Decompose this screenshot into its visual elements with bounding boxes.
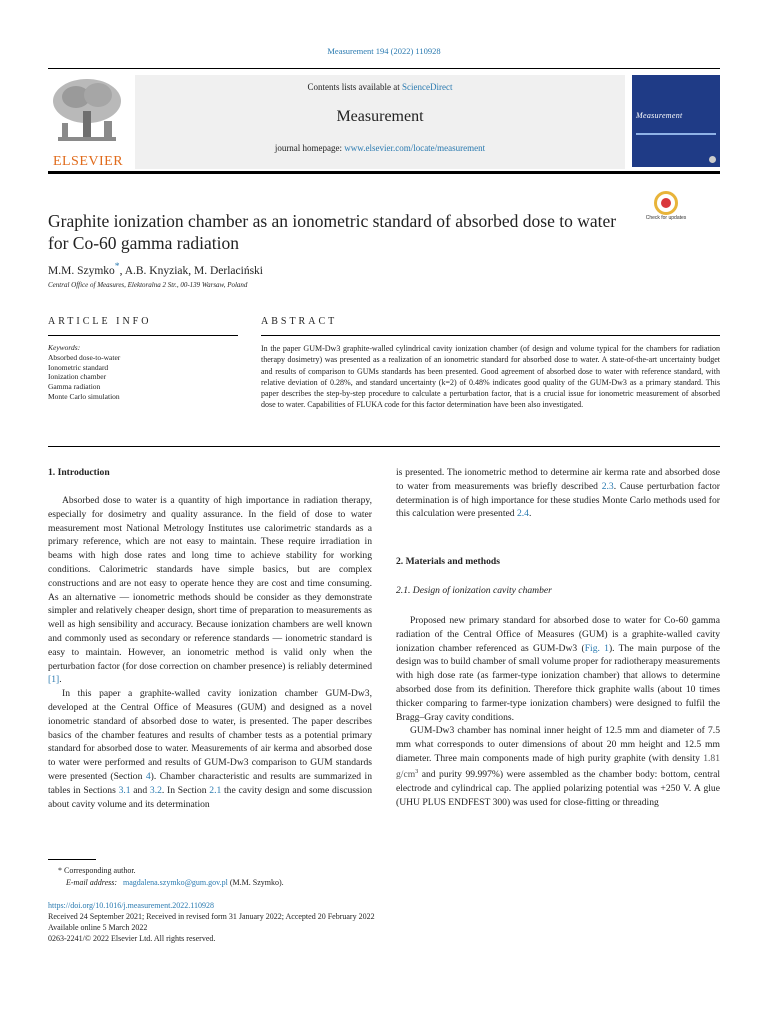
contents-line [135, 82, 625, 92]
density-exponent: 3 [415, 768, 419, 775]
paragraph-text: In this paper a graphite-walled cavity ionization chamber GUM-Dw3, developed at the Central Office of Measures (GUM) and designed as a novel ionometric standard of absorbed dose to water, is presented. The paper describes basics of the chamber features and results of chamber tests as a potential primary standard for absorbed dose to water. Measurements of air kerma and absorbed dose to water were performed and results of GUM-Dw3 comparison to GUM standards were presented (Section [48, 688, 372, 782]
abstract-text: In the paper GUM-Dw3 graphite-walled cylindrical cavity ionization chamber (of design and volume typical for the chambers for radiation therapy dosimetry) was presented as a realization of an ionometric standard for absorbed dose to water. A state-of-the-art uncertainty budget and results of comparison to GUMs standards has been presented. Good agreement of absorbed dose to water with reference standard, with relative deviation of 0.28%, and standard uncertainty (k=2) of 0.48% indicates good quality of the GUM-Dw3 as a primary standard. This paper describes the step-by-step procedure to calculate a perturbation factor, that is a crucial issue for ionometric measurement of absorbed dose to water. Capabilities of FLUKA code for this factor determination have been also investigated. [261, 344, 720, 410]
subsection-heading-design: 2.1. Design of ionization cavity chamber [396, 585, 552, 596]
publication-info [48, 900, 375, 944]
homepage-line [135, 143, 625, 153]
keywords-label: Keywords: [48, 343, 81, 352]
elsevier-tree-icon [48, 75, 126, 147]
article-title: Graphite ionization chamber as an ionometric standard of absorbed dose to water for Co-60 gamma radiation [48, 211, 617, 253]
right-column-continuation [396, 466, 720, 521]
email-label: E-mail address: [66, 878, 118, 887]
check-for-updates-button[interactable] [645, 191, 687, 233]
section-link[interactable]: 3.1 [118, 784, 131, 796]
paragraph-text: GUM-Dw3 chamber has nominal inner height of 12.5 mm and diameter of 7.5 mm what corresponds to outer dimensions of about 20 mm height and 12.5 mm diameter. Three main components made of high purity graphite (with density [396, 725, 720, 764]
email-link[interactable]: magdalena.szymko@gum.gov.pl [123, 878, 228, 887]
paragraph [48, 494, 372, 687]
right-column-body [396, 614, 720, 809]
paragraph-text: Absorbed dose to water is a quantity of high importance in radiation therapy, especially for dosimetry and quality assurance. In the field of dose to water measurement most National Metrology Institutes use calorimetric standards as a primary reference, which are not easy to maintain. These require irradiation in beams with high dose rates and long time to achieve stability for working conditions. Calorimetric standards have simple basics, but are complex constructions and are not easy to operate hence they are cost and time consuming. As an alternative — ionometric methods should be consider as they demonstrate simpler and relatively cheaper design, short time of preparation to measurements as well as high sensibility and accuracy. Because ionization chambers are well known and commonly used as secondary or reference standards — ionometric standard is easy to maintain. However, an ionometric method is valid only when the perturbation factor (for dose correction on chamber presence) is reliably determined [48, 495, 372, 672]
paragraph-text: Proposed new primary standard for absorbed dose to water for Co-60 gamma radiation of the Central Office of Measures (GUM) is a graphite-walled cavity ionization chamber referenced as GUM-Dw3 ( [396, 615, 720, 654]
journal-header [48, 68, 720, 171]
paragraph-text: . Cause perturbation factor determination is of high importance for these studies Monte Carlo methods used for this calculation were presented [396, 480, 720, 520]
footnote-email [48, 878, 284, 887]
paragraph [396, 466, 720, 521]
affiliation: Central Office of Measures, Elektoralna 2 Str., 00-139 Warsaw, Poland [48, 281, 248, 289]
article-info-rule [48, 335, 238, 336]
section-link[interactable]: 3.2 [149, 784, 162, 796]
figure-link[interactable]: Fig. 1 [584, 642, 609, 654]
check-updates-icon [654, 191, 678, 215]
journal-name: Measurement [336, 108, 424, 125]
received-dates: Received 24 September 2021; Received in revised form 31 January 2022; Accepted 20 February 2022 [48, 912, 375, 921]
keyword-item: Ionization chamber [48, 372, 107, 382]
keywords-block [48, 343, 228, 402]
section-link[interactable]: 2.1 [209, 784, 222, 796]
article-info-heading: ARTICLE INFO [48, 316, 152, 327]
paragraph-text: . [528, 508, 532, 520]
reference-link[interactable]: [1] [48, 674, 60, 686]
paragraph-text: . [59, 674, 62, 686]
section-heading-introduction: 1. Introduction [48, 467, 110, 478]
paragraph-text: the cavity design and some discussion about cavity volume and its determination [48, 784, 372, 810]
copyright: 0263-2241/© 2022 Elsevier Ltd. All rights reserved. [48, 934, 216, 943]
footnote-corresponding-text: Corresponding author. [64, 866, 136, 875]
paragraph-text: . In Section [161, 784, 210, 796]
left-column-body [48, 494, 372, 811]
abstract-heading: ABSTRACT [261, 316, 338, 327]
paragraph [396, 724, 720, 809]
elsevier-wordmark: ELSEVIER [52, 154, 124, 169]
header-banner [135, 75, 625, 169]
section-heading-materials-methods: 2. Materials and methods [396, 556, 500, 567]
check-updates-label: Check for updates [645, 215, 687, 221]
abstract-rule [261, 335, 720, 336]
paragraph-text: and purity 99.997%) were assembled as the chamber body: bottom, central electrode and cylindrical cap. The applied polarizing potential was +250 V. A glue (UHU PLUS ENDFEST 300) was used for close-fitting or threading [396, 768, 720, 808]
paragraph-text: is presented. The ionometric method to determine air kerma rate and absorbed dose to water from measurements was briefly described [396, 467, 720, 492]
section-link[interactable]: 2.4 [516, 508, 529, 520]
keyword-item: Absorbed dose-to-water [48, 352, 121, 362]
footnote-corresponding [48, 866, 136, 875]
corresponding-author-marker[interactable]: * [114, 261, 120, 272]
keyword-item: Monte Carlo simulation [48, 391, 120, 401]
paragraph [396, 614, 720, 724]
journal-cover-image[interactable] [632, 75, 720, 167]
sciencedirect-link[interactable]: ScienceDirect [402, 82, 453, 92]
footnote-marker: * [58, 866, 62, 875]
header-divider [48, 171, 720, 174]
paragraph-text: ). The main purpose of the design was to build chamber of small volume proper for radiotherapy measurements with high dose rate (as farmer-type ionization chamber) that allows to determine absorbed dose from its definition. Therefore thick graphite walls (about 10 times thicker comparing to farmer-type ionization chambers) were designed to fulfil the Bragg–Gray cavity conditions. [396, 642, 720, 723]
section-link[interactable]: 4 [145, 770, 151, 782]
journal-reference[interactable]: Measurement 194 (2022) 110928 [327, 46, 441, 56]
density-value: 1.81 g/cm [396, 752, 720, 780]
homepage-prefix: journal homepage: [274, 143, 345, 153]
keyword-item: Gamma radiation [48, 382, 101, 392]
homepage-link[interactable]: www.elsevier.com/locate/measurement [344, 143, 486, 153]
footnote-rule [48, 859, 96, 860]
paragraph [48, 687, 372, 811]
cover-stripe [636, 133, 716, 135]
author-name: M.M. Szymko [48, 264, 115, 277]
contents-prefix: Contents lists available at [307, 82, 402, 92]
paragraph-text: ). Chamber characteristic and results are summarized in tables in Sections [48, 770, 372, 796]
paragraph-text: and [130, 784, 150, 796]
cover-logo-dot [709, 156, 716, 163]
keyword-item: Ionometric standard [48, 362, 109, 372]
elsevier-logo[interactable] [48, 75, 128, 169]
email-suffix: (M.M. Szymko). [227, 878, 284, 887]
author-list [48, 261, 263, 277]
cover-title: Measurement [636, 111, 683, 120]
section-link[interactable]: 2.3 [601, 480, 614, 492]
other-authors: , A.B. Knyziak, M. Derlaciński [119, 264, 263, 277]
doi-link[interactable]: https://doi.org/10.1016/j.measurement.2022.110928 [48, 901, 214, 910]
abstract-bottom-rule [48, 446, 720, 447]
available-online: Available online 5 March 2022 [48, 923, 148, 932]
